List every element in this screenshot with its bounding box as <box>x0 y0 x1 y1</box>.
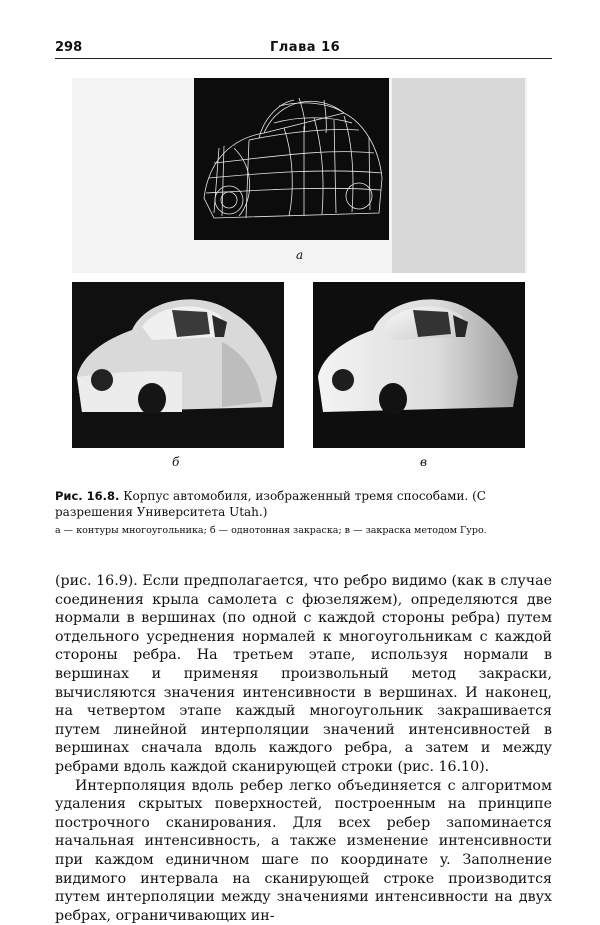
wireframe-car-image <box>194 78 389 240</box>
body-text <box>55 572 552 925</box>
panel-c-label: в <box>420 455 427 469</box>
flat-shaded-car-image <box>72 282 284 448</box>
panel-a-label: а <box>296 248 304 262</box>
page-header <box>55 40 552 62</box>
panel-a-wireframe-car <box>194 78 389 240</box>
caption-title <box>55 488 552 520</box>
page-number: 298 <box>55 40 83 55</box>
running-head: Глава 16 <box>270 40 341 55</box>
caption-legend: а — контуры многоугольника; б — однотонная закраска; в — закраска методом Гуро. <box>55 525 487 536</box>
panel-c-gouraud-shaded-car <box>313 282 525 448</box>
figure-16-8 <box>72 78 527 473</box>
figure-background-shade <box>392 78 525 273</box>
gouraud-shaded-car-image <box>313 282 525 448</box>
paragraph: (рис. 16.9). Если предполагается, что ребро видимо (как в случае соединения крыла самолета с фюзеляжем), определяются две нормали в вершинах (по одной с каждой стороны ребра) путем отдельного усреднения нормалей к многоугольникам с каждой стороны ребра. На третьем этапе, используя нормали в вершинах и применяя произвольный метод закраски, вычисляются значения интенсивности в вершинах. И наконец, на четвертом этапе каждый многоугольник закрашивается путем линейной интерполяции значений интенсивностей в вершинах сначала вдоль каждого ребра, а затем и между ребрами вдоль каждой сканирующей строки (рис. 16.10). <box>55 573 552 775</box>
caption-label: Рис. 16.8. <box>55 489 120 503</box>
header-rule <box>55 58 552 59</box>
caption-text: Корпус автомобиля, изображенный тремя способами. (С разрешения Университета Utah.) <box>55 489 486 519</box>
paragraph: Интерполяция вдоль ребер легко объединяется с алгоритмом удаления скрытых поверхностей, построенным на принципе построчного сканирования. Для всех ребер запоминается начальная интенсивность, а также изменение интенсивности при каждом единичном шаге по координате y. Заполнение видимого интервала на сканирующей строке производится путем интерполяции между значениями интенсивности на двух ребрах, ограничивающих ин- <box>55 777 552 924</box>
panel-b-label: б <box>172 455 180 469</box>
figure-caption <box>55 488 552 539</box>
panel-b-flat-shaded-car <box>72 282 284 448</box>
